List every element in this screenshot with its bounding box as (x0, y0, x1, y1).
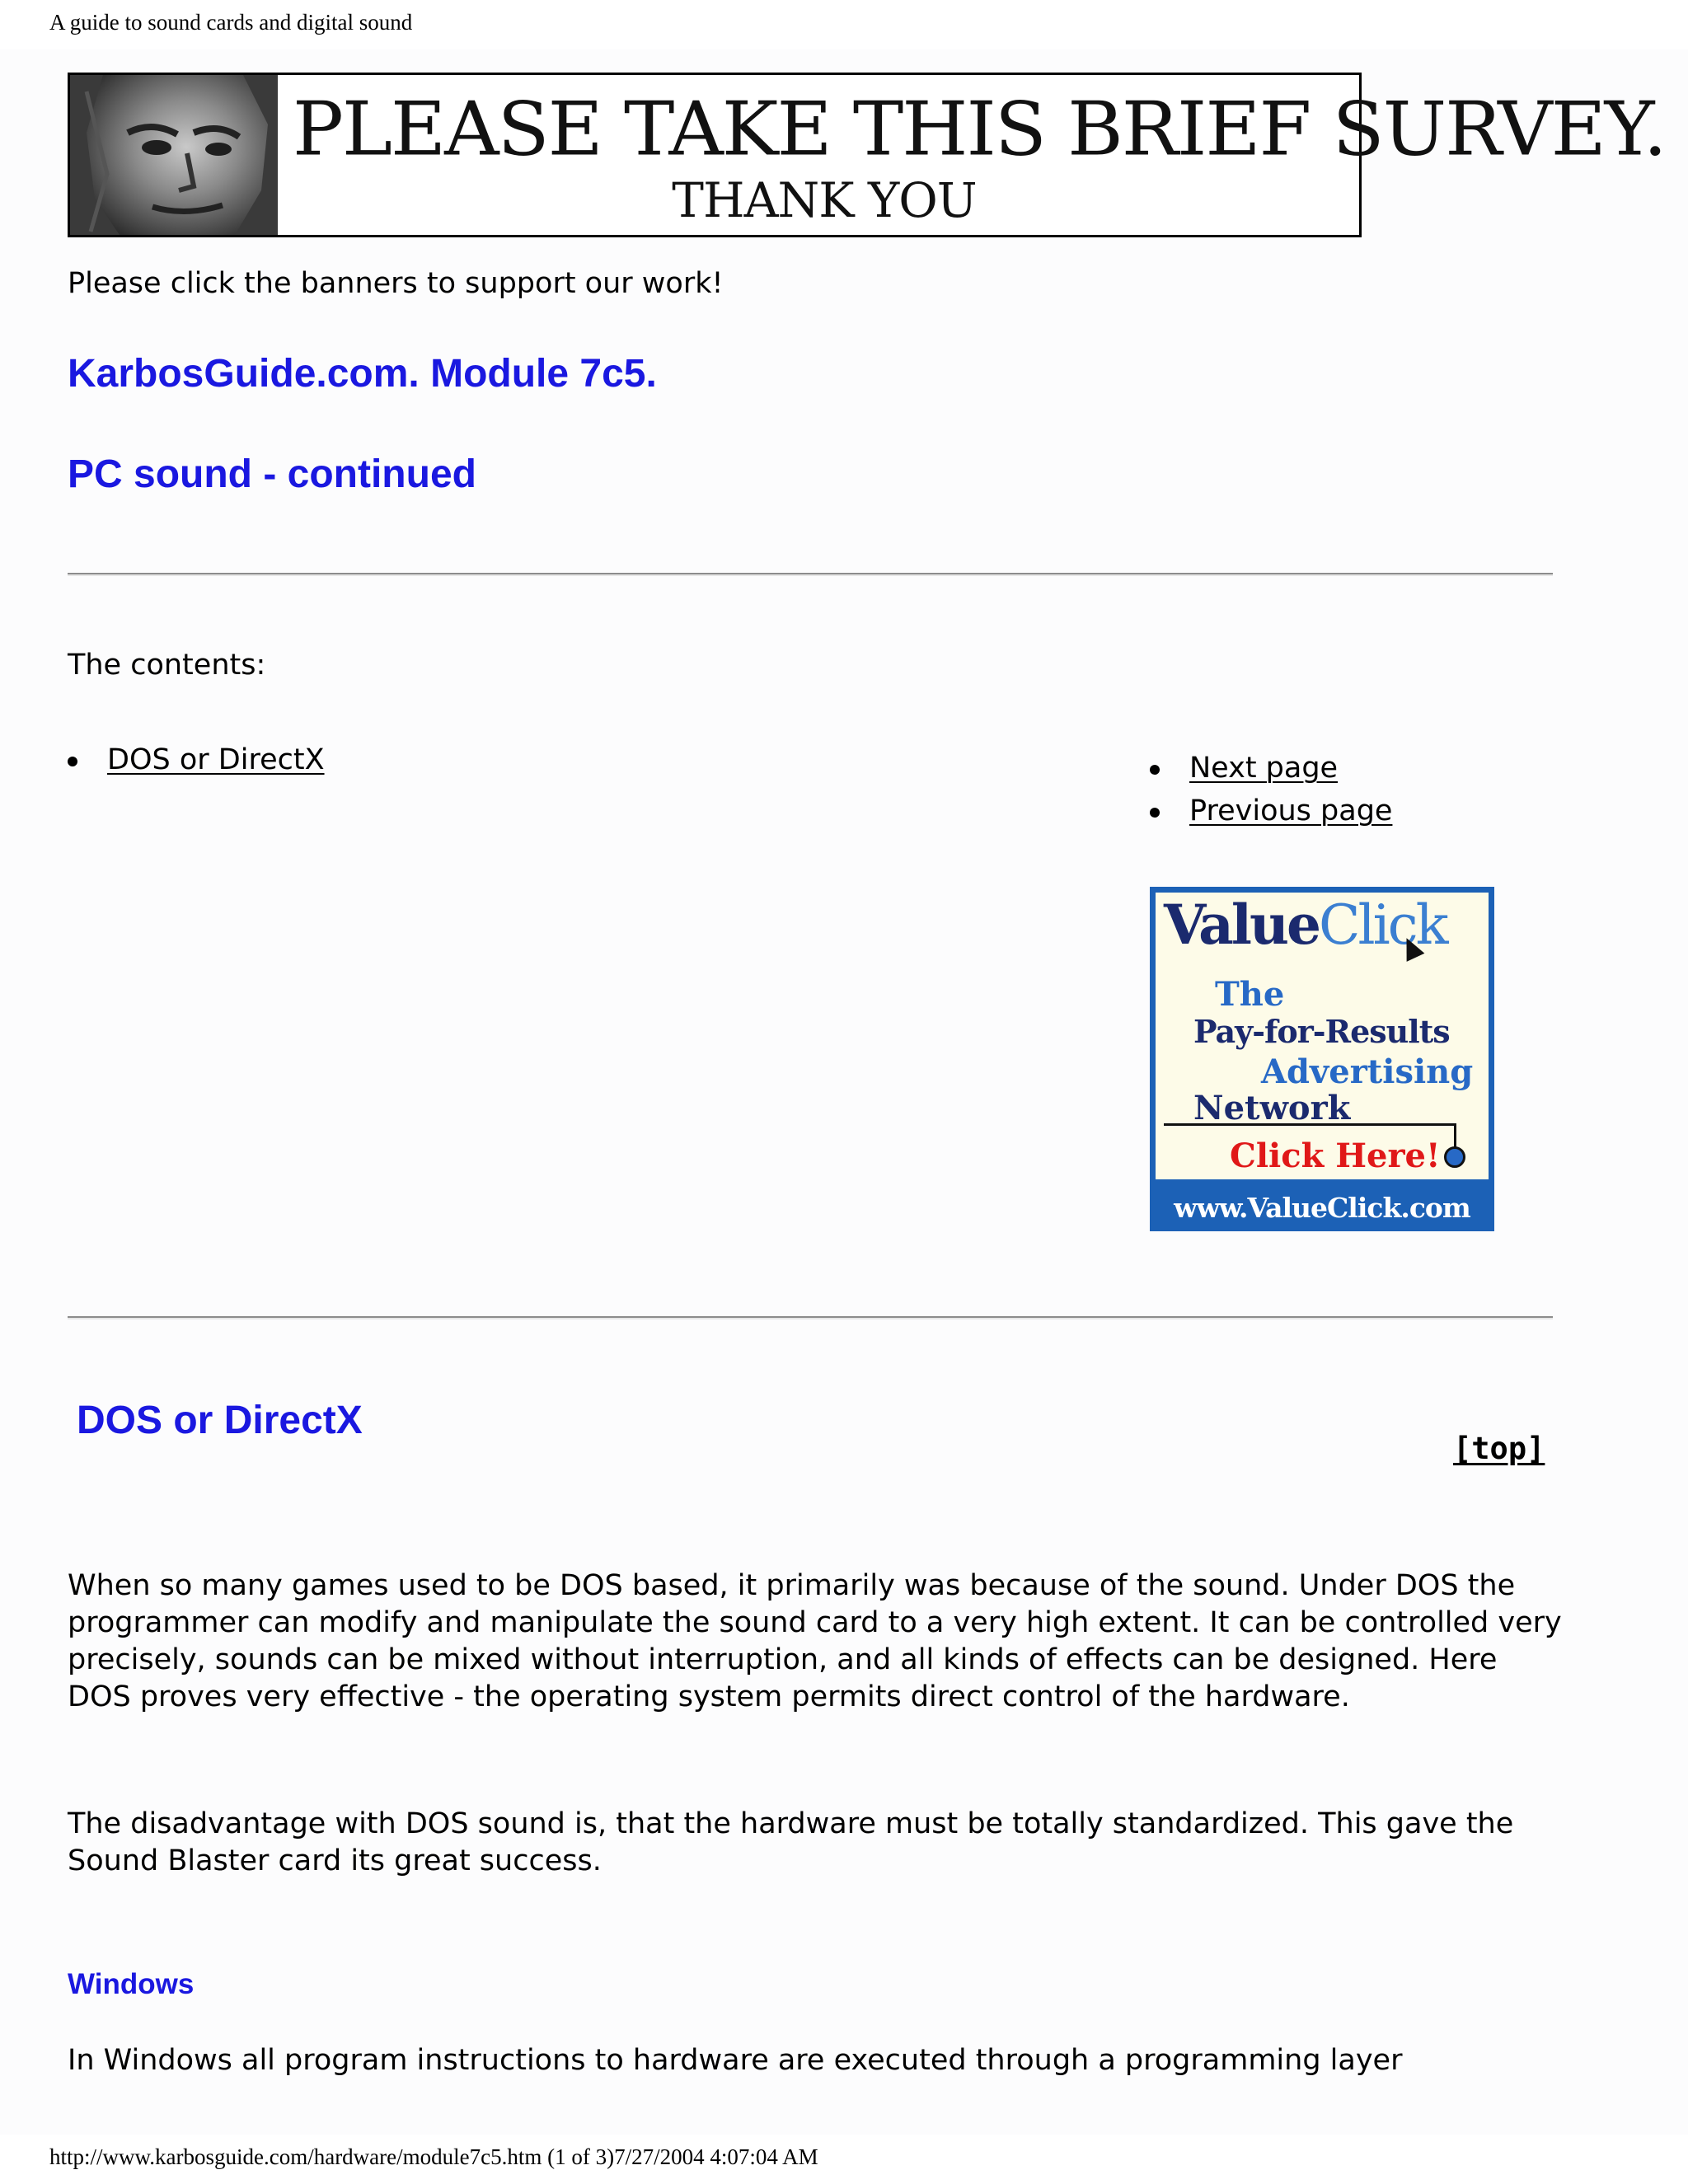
module-title: KarbosGuide.com. Module 7c5. (68, 352, 657, 396)
ad-tagline-2: Pay-for-Results (1193, 1013, 1450, 1050)
ad-tagline-3: Advertising (1261, 1052, 1474, 1091)
horizontal-divider (68, 573, 1553, 576)
bullet-icon (1150, 765, 1160, 775)
banner-face-image (70, 75, 278, 235)
contents-label: The contents: (68, 649, 266, 682)
ad-tagline-1: The (1215, 975, 1285, 1014)
ad-url: www.ValueClick.com (1174, 1192, 1470, 1224)
support-text: Please click the banners to support our work! (68, 267, 724, 300)
ad-brand-part1: Value (1164, 893, 1319, 957)
horizontal-divider (68, 1316, 1553, 1319)
paragraph: In Windows all program instructions to hardware are executed through a programming layer (68, 2044, 1403, 2077)
survey-banner[interactable] (68, 73, 1666, 237)
page-content (0, 49, 1688, 2135)
paragraph: The disadvantage with DOS sound is, that the hardware must be totally standardized. This gave the Sound Blaster card its great success. (68, 1807, 1514, 1877)
print-footer: http://www.karbosguide.com/hardware/module7c5.htm (1 of 3)7/27/2004 4:07:04 AM (49, 2144, 818, 2169)
survey-banner-thanks: THANK YOU (672, 172, 977, 228)
survey-banner-headline: PLEASE TAKE THIS BRIEF SURVEY. (293, 86, 1666, 172)
list-item (1150, 747, 1392, 790)
ad-panel (1156, 893, 1489, 1179)
valueclick-ad-banner[interactable] (1150, 887, 1494, 1231)
page-subtitle: PC sound - continued (68, 452, 476, 496)
bullet-icon (68, 757, 77, 766)
list-item (1150, 790, 1392, 832)
next-page-link[interactable]: Next page (1189, 752, 1339, 785)
paragraph: When so many games used to be DOS based, it primarily was because of the sound. Under DOS the programmer can modify and manipulate the sound card to a very high extent. It can be controlled very precisely, sounds can be mixed without interruption, and all kinds of effects can be designed. Here DOS proves very effective - the operating system permits direct control of the hardware. (68, 1569, 1562, 1713)
bullet-icon (1150, 808, 1160, 818)
windows-subheading: Windows (68, 1968, 195, 2000)
ad-brand-part2: Click (1318, 893, 1447, 957)
contents-list (68, 738, 325, 781)
previous-page-link[interactable]: Previous page (1189, 794, 1393, 827)
toc-link-dos-or-directx[interactable]: DOS or DirectX (107, 743, 325, 776)
ad-dot-icon (1444, 1146, 1465, 1168)
page-navigation (1150, 747, 1392, 832)
list-item (68, 738, 325, 781)
print-header: A guide to sound cards and digital sound (49, 10, 413, 35)
top-link[interactable]: [top] (1453, 1431, 1545, 1466)
ad-tagline-4: Network (1193, 1089, 1351, 1127)
section-heading: DOS or DirectX (77, 1399, 363, 1442)
ad-click-here: Click Here! (1230, 1137, 1441, 1175)
